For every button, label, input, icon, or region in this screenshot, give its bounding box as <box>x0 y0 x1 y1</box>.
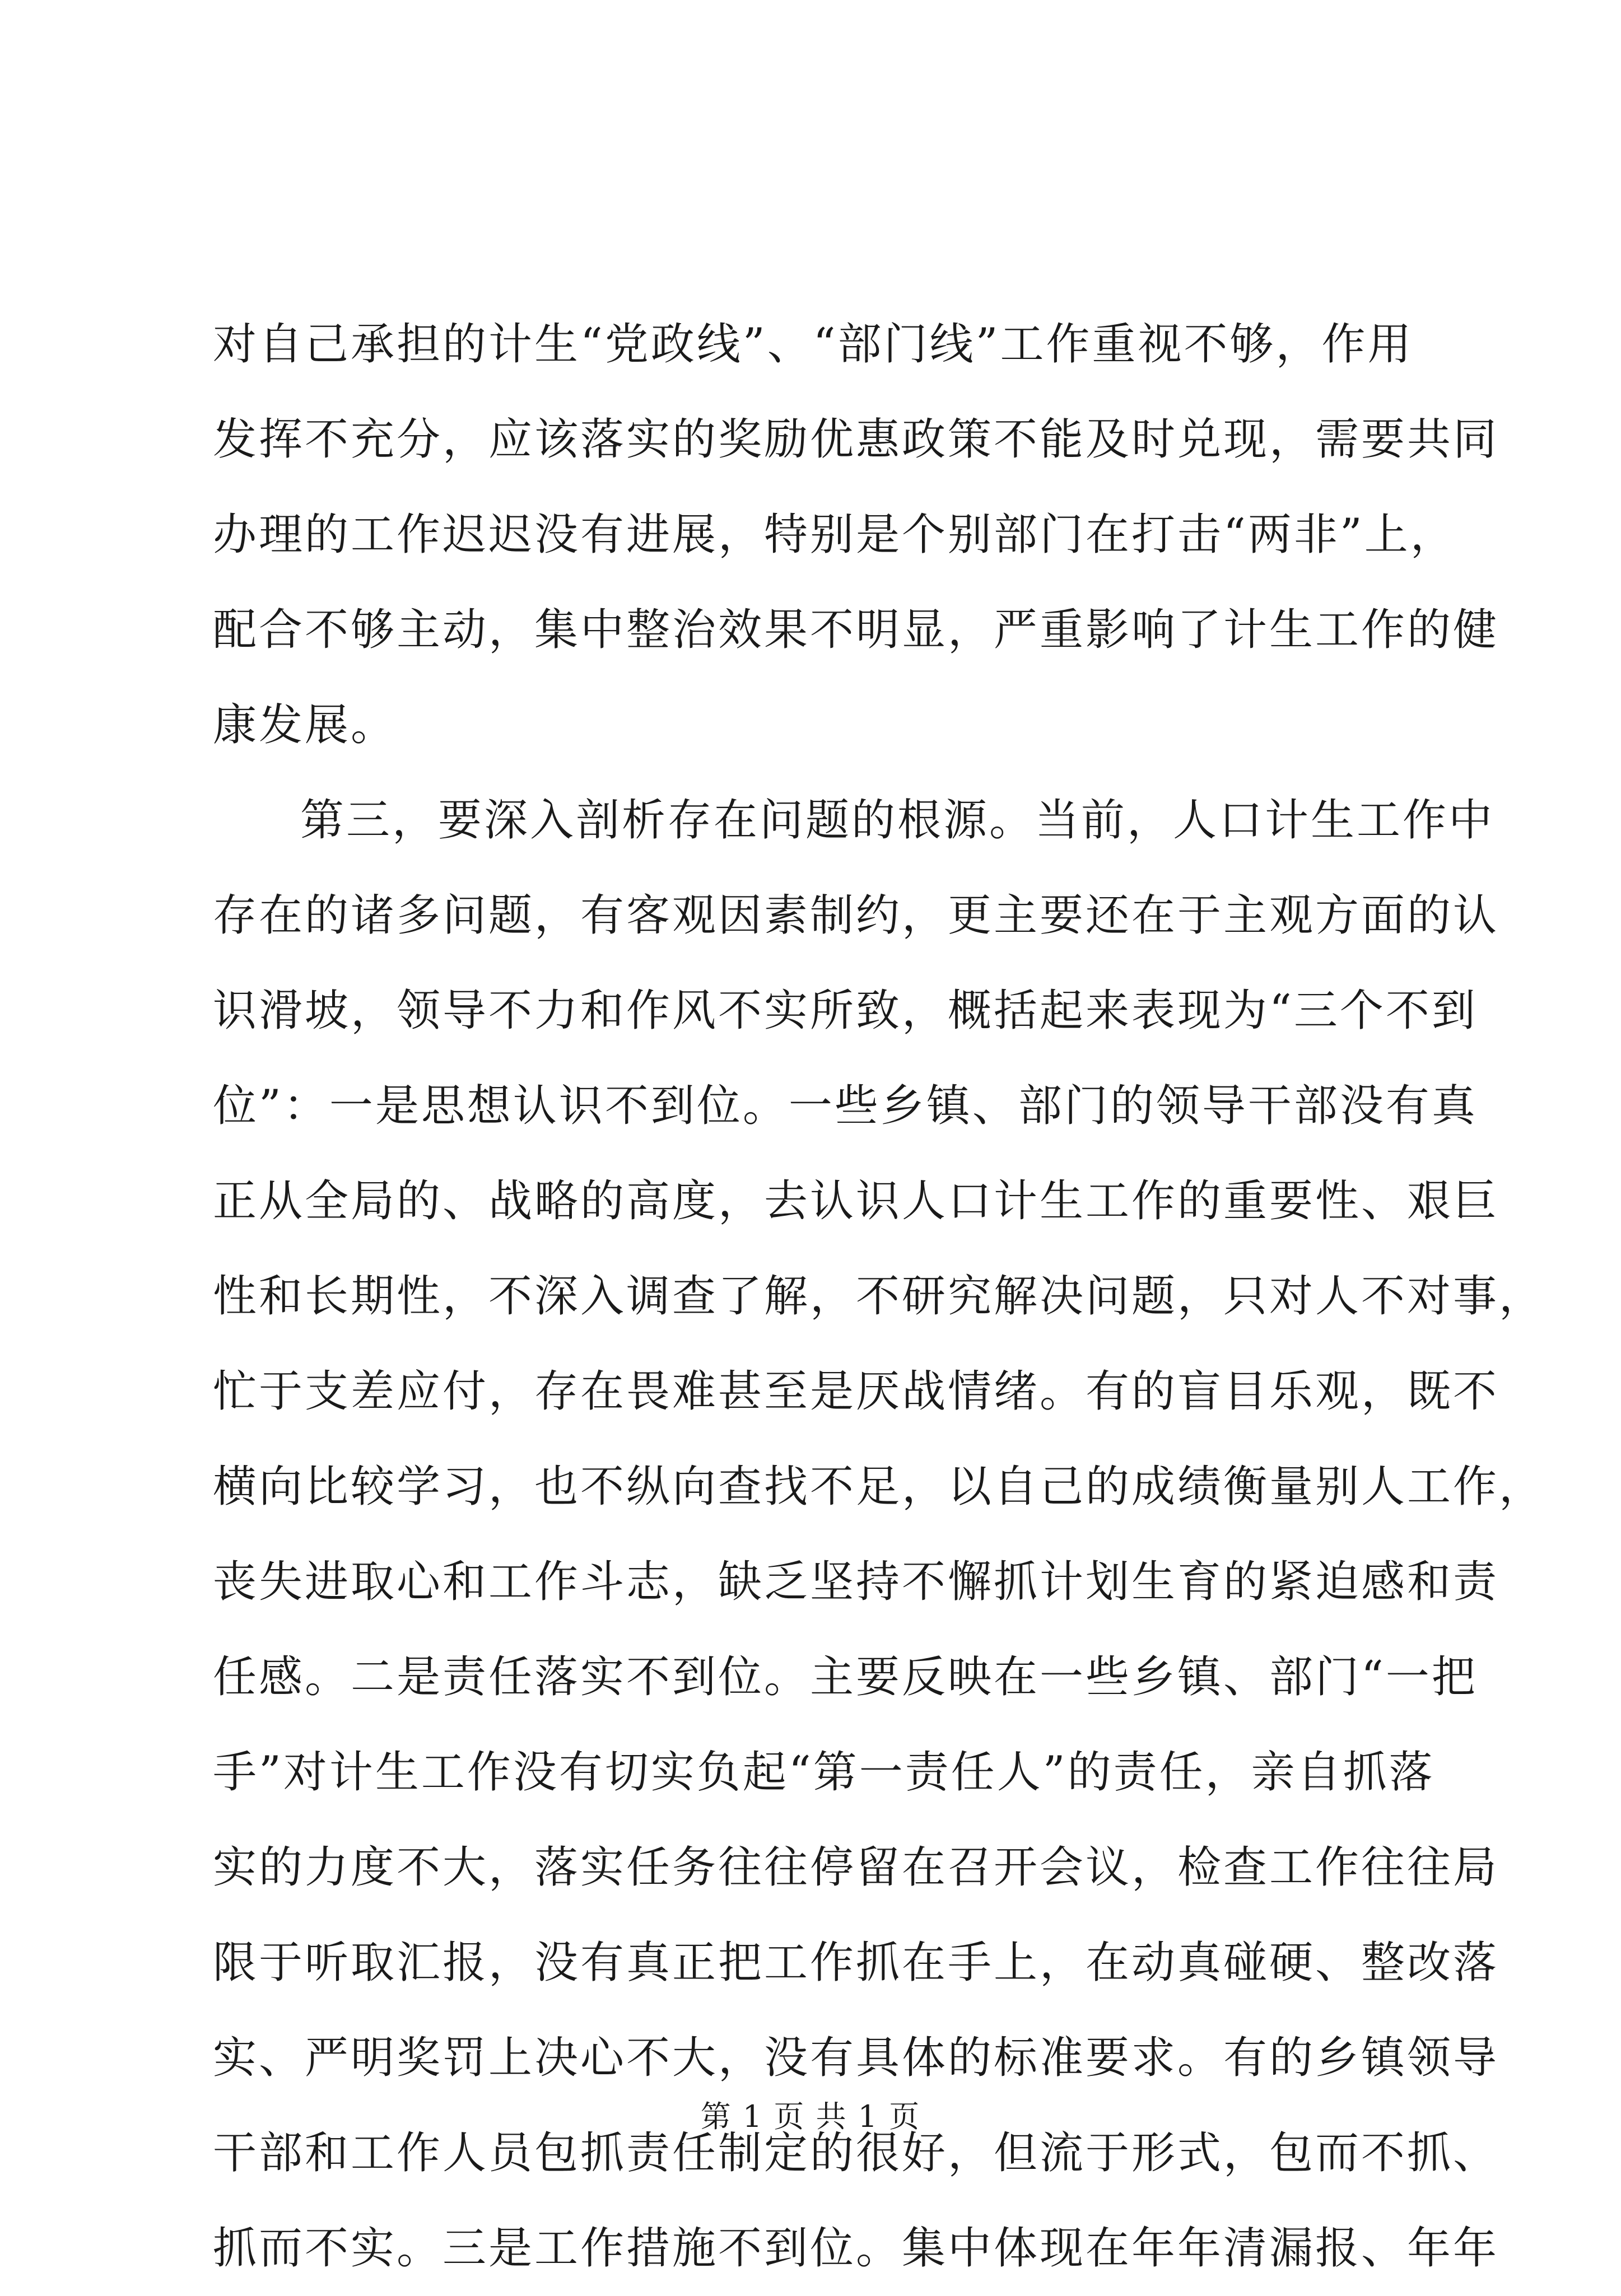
text-line: 识滑坡，领导不力和作风不实所致，概括起来表现为“三个不到 <box>213 986 1478 1036</box>
text-line: 位”：一是思想认识不到位。一些乡镇、部门的领导干部没有真 <box>213 1081 1478 1131</box>
text-line: 横向比较学习，也不纵向查找不足，以自己的成绩衡量别人工作， <box>213 1462 1545 1512</box>
text-line: 实、严明奖罚上决心不大，没有具体的标准要求。有的乡镇领导 <box>213 2033 1499 2083</box>
text-line: 发挥不充分，应该落实的奖励优惠政策不能及时兑现，需要共同 <box>213 414 1499 465</box>
text-line: 性和长期性，不深入调查了解，不研究解决问题，只对人不对事， <box>213 1271 1545 1322</box>
text-line: 配合不够主动，集中整治效果不明显，严重影响了计生工作的健 <box>213 605 1499 655</box>
text-line: 存在的诸多问题，有客观因素制约，更主要还在于主观方面的认 <box>213 890 1499 941</box>
text-line: 忙于支差应付，存在畏难甚至是厌战情绪。有的盲目乐观，既不 <box>213 1366 1499 1417</box>
text-line: 实的力度不大，落实任务往往停留在召开会议，检查工作往往局 <box>213 1842 1499 1893</box>
text-line: 任感。二是责任落实不到位。主要反映在一些乡镇、部门“一把 <box>213 1652 1478 1702</box>
page-footer: 第 1 页 共 1 页 <box>700 2099 921 2134</box>
text-line: 干部和工作人员包抓责任制定的很好，但流于形式，包而不抓、 <box>213 2128 1499 2178</box>
text-line: 康发展。 <box>213 700 397 750</box>
text-line: 办理的工作迟迟没有进展，特别是个别部门在打击“两非”上， <box>213 510 1456 560</box>
text-line: 第三，要深入剖析存在问题的根源。当前，人口计生工作中 <box>300 795 1495 846</box>
body-text <box>213 297 1545 2296</box>
text-line: 限于听取汇报，没有真正把工作抓在手上，在动真碰硬、整改落 <box>213 1938 1499 1988</box>
text-line: 正从全局的、战略的高度，去认识人口计生工作的重要性、艰巨 <box>213 1176 1499 1226</box>
text-line: 丧失进取心和工作斗志，缺乏坚持不懈抓计划生育的紧迫感和责 <box>213 1557 1499 1607</box>
text-line: 手”对计生工作没有切实负起“第一责任人”的责任，亲自抓落 <box>213 1747 1435 1798</box>
text-line: 对自己承担的计生“党政线”、“部门线”工作重视不够，作用 <box>213 319 1414 370</box>
text-line: 抓而不实。三是工作措施不到位。集中体现在年年清漏报、年年 <box>213 2223 1499 2274</box>
